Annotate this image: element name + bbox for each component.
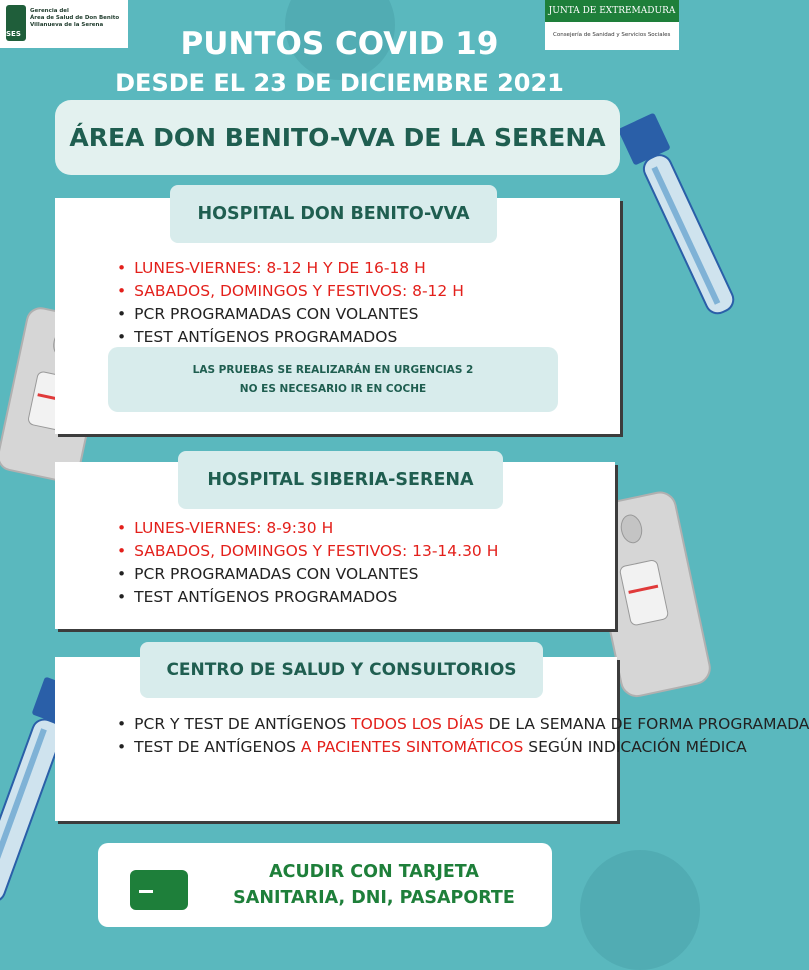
- list-item: • PCR PROGRAMADAS CON VOLANTES: [117, 303, 464, 326]
- list-item: [117, 713, 809, 736]
- note-line2: NO ES NECESARIO IR EN COCHE: [239, 383, 427, 395]
- footer-line1: ACUDIR CON TARJETA: [269, 862, 479, 882]
- footer-line2: SANITARIA, DNI, PASAPORTE: [233, 888, 515, 908]
- page-subtitle: DESDE EL 23 DE DICIEMBRE 2021: [115, 69, 564, 97]
- ses-line2: Área de Salud de Don Benito: [30, 15, 120, 21]
- footer-text: [218, 859, 530, 911]
- virus-decoration-icon: [580, 850, 700, 970]
- list-item: • TEST ANTÍGENOS PROGRAMADOS: [117, 586, 498, 609]
- ses-line1: Gerencia del: [30, 8, 69, 14]
- hospital1-title: HOSPITAL DON BENITO-VVA: [170, 185, 497, 243]
- note-line1: LAS PRUEBAS SE REALIZARÁN EN URGENCIAS 2: [192, 364, 474, 376]
- ses-line3: Villanueva de la Serena: [30, 22, 104, 28]
- hospital2-list: [117, 517, 498, 609]
- centro-title: CENTRO DE SALUD Y CONSULTORIOS: [140, 642, 543, 698]
- footer-box: [98, 843, 552, 927]
- list-item: • SABADOS, DOMINGOS Y FESTIVOS: 13-14.30 H: [117, 540, 498, 563]
- list-item: • LUNES-VIERNES: 8-12 H Y DE 16-18 H: [117, 257, 464, 280]
- item-highlight: TODOS LOS DÍAS: [351, 715, 484, 733]
- area-heading: ÁREA DON BENITO-VVA DE LA SERENA: [55, 100, 620, 175]
- list-item: • SABADOS, DOMINGOS Y FESTIVOS: 8-12 H: [117, 280, 464, 303]
- list-item: • LUNES-VIERNES: 8-9:30 H: [117, 517, 498, 540]
- list-item: • PCR PROGRAMADAS CON VOLANTES: [117, 563, 498, 586]
- hospital1-list: [117, 257, 464, 349]
- item-highlight: A PACIENTES SINTOMÁTICOS: [300, 738, 524, 756]
- item-text: SEGÚN INDICACIÓN MÉDICA: [523, 738, 747, 756]
- page-title: PUNTOS COVID 19: [180, 26, 499, 62]
- item-text: TEST DE ANTÍGENOS: [134, 738, 301, 756]
- ses-abbr: SES: [6, 30, 21, 38]
- hospital1-note: [108, 347, 558, 412]
- list-item: • TEST ANTÍGENOS PROGRAMADOS: [117, 326, 464, 349]
- id-card-icon: [130, 870, 188, 910]
- list-item: [117, 736, 747, 759]
- centro-list: [117, 713, 809, 759]
- hospital2-title: HOSPITAL SIBERIA-SERENA: [178, 451, 503, 509]
- junta-sub: Consejería de Sanidad y Servicios Sociales: [553, 32, 671, 38]
- item-text: PCR Y TEST DE ANTÍGENOS: [134, 715, 352, 733]
- junta-name: JUNTA DE EXTREMADURA: [545, 0, 679, 22]
- item-text: DE LA SEMANA DE FORMA PROGRAMADA: [483, 715, 809, 733]
